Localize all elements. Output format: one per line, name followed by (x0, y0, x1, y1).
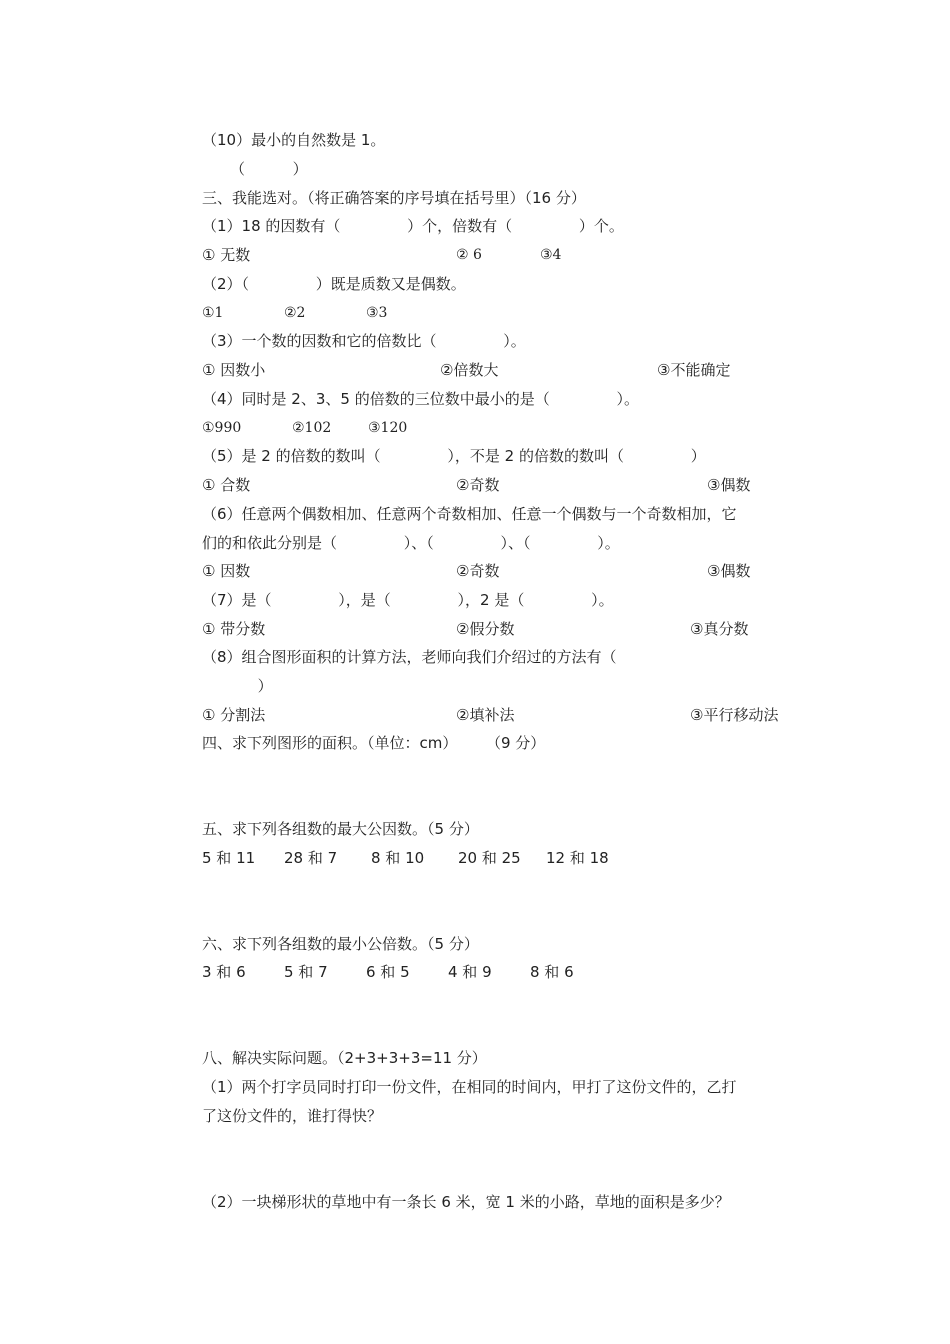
q7-text: （7）是（ ），是（ ），2 是（ ）。 (202, 591, 614, 609)
q1-option-2: ② 6 (456, 247, 482, 263)
q8-option-3: ③平行移动法 (690, 706, 779, 724)
q1-option-1: ① 无数 (202, 246, 251, 264)
sec5-item-5: 12 和 18 (546, 849, 609, 867)
q2-text: （2）（ ）既是质数又是偶数。 (202, 275, 466, 293)
q5-option-1: ① 合数 (202, 476, 251, 494)
q2-option-1: ①1 (202, 305, 224, 321)
q6-text-line2: 们的和依此分别是（ ）、（ ）、（ ）。 (202, 534, 620, 552)
q7-option-1: ① 带分数 (202, 620, 266, 638)
q2-option-2: ②2 (284, 305, 306, 321)
q3-option-3: ③不能确定 (657, 361, 731, 379)
q2-option-3: ③3 (366, 305, 388, 321)
q7-option-3: ③真分数 (690, 620, 749, 638)
q6-option-1: ① 因数 (202, 562, 251, 580)
q5-option-2: ②奇数 (456, 476, 500, 494)
q5-text: （5）是 2 的倍数的数叫（ ），不是 2 的倍数的数叫（ ） (202, 447, 706, 465)
sec6-item-1: 3 和 6 (202, 963, 246, 981)
q4-option-3: ③120 (368, 420, 408, 436)
q4-option-2: ②102 (292, 420, 332, 436)
q10-text: （10）最小的自然数是 1。 (202, 131, 386, 149)
sec8-p1-line1: （1）两个打字员同时打印一份文件，在相同的时间内，甲打了这份文件的，乙打 (202, 1078, 737, 1096)
q3-option-1: ① 因数小 (202, 361, 266, 379)
sec3-title: 三、我能选对。（将正确答案的序号填在括号里）（16 分） (202, 189, 586, 207)
q8-text-line2: ） (210, 677, 273, 695)
sec8-title: 八、解决实际问题。（2+3+3+3=11 分） (202, 1049, 487, 1067)
q3-text: （3）一个数的因数和它的倍数比（ ）。 (202, 332, 526, 350)
sec6-item-5: 8 和 6 (530, 963, 574, 981)
q3-option-2: ②倍数大 (440, 361, 499, 379)
q8-option-1: ① 分割法 (202, 706, 266, 724)
q8-option-2: ②填补法 (456, 706, 515, 724)
sec6-item-2: 5 和 7 (284, 963, 328, 981)
q4-option-1: ①990 (202, 420, 242, 436)
q7-option-2: ②假分数 (456, 620, 515, 638)
q6-text-line1: （6）任意两个偶数相加、任意两个奇数相加、任意一个偶数与一个奇数相加，它 (202, 505, 737, 523)
sec8-p1-line2: 了这份文件的，谁打得快？ (202, 1107, 383, 1125)
sec5-item-1: 5 和 11 (202, 849, 256, 867)
sec5-item-3: 8 和 10 (371, 849, 425, 867)
q8-text-line1: （8）组合图形面积的计算方法，老师向我们介绍过的方法有（ (202, 648, 617, 666)
q6-option-2: ②奇数 (456, 562, 500, 580)
sec8-p2: （2）一块梯形状的草地中有一条长 6 米，宽 1 米的小路，草地的面积是多少？ (202, 1193, 730, 1211)
q5-option-3: ③偶数 (707, 476, 751, 494)
q10-answer-blank: （ ） (230, 160, 308, 178)
q4-text: （4）同时是 2、3、5 的倍数的三位数中最小的是（ ）。 (202, 390, 639, 408)
q1-text: （1）18 的因数有（ ）个，倍数有（ ）个。 (202, 217, 624, 235)
sec6-title: 六、求下列各组数的最小公倍数。（5 分） (202, 935, 479, 953)
sec6-item-4: 4 和 9 (448, 963, 492, 981)
sec6-item-3: 6 和 5 (366, 963, 410, 981)
sec5-title: 五、求下列各组数的最大公因数。（5 分） (202, 820, 479, 838)
q6-option-3: ③偶数 (707, 562, 751, 580)
sec5-item-4: 20 和 25 (458, 849, 521, 867)
q1-option-3: ③4 (540, 247, 562, 263)
sec5-item-2: 28 和 7 (284, 849, 338, 867)
sec4-title: 四、求下列图形的面积。（单位：cm） （9 分） (202, 734, 546, 752)
